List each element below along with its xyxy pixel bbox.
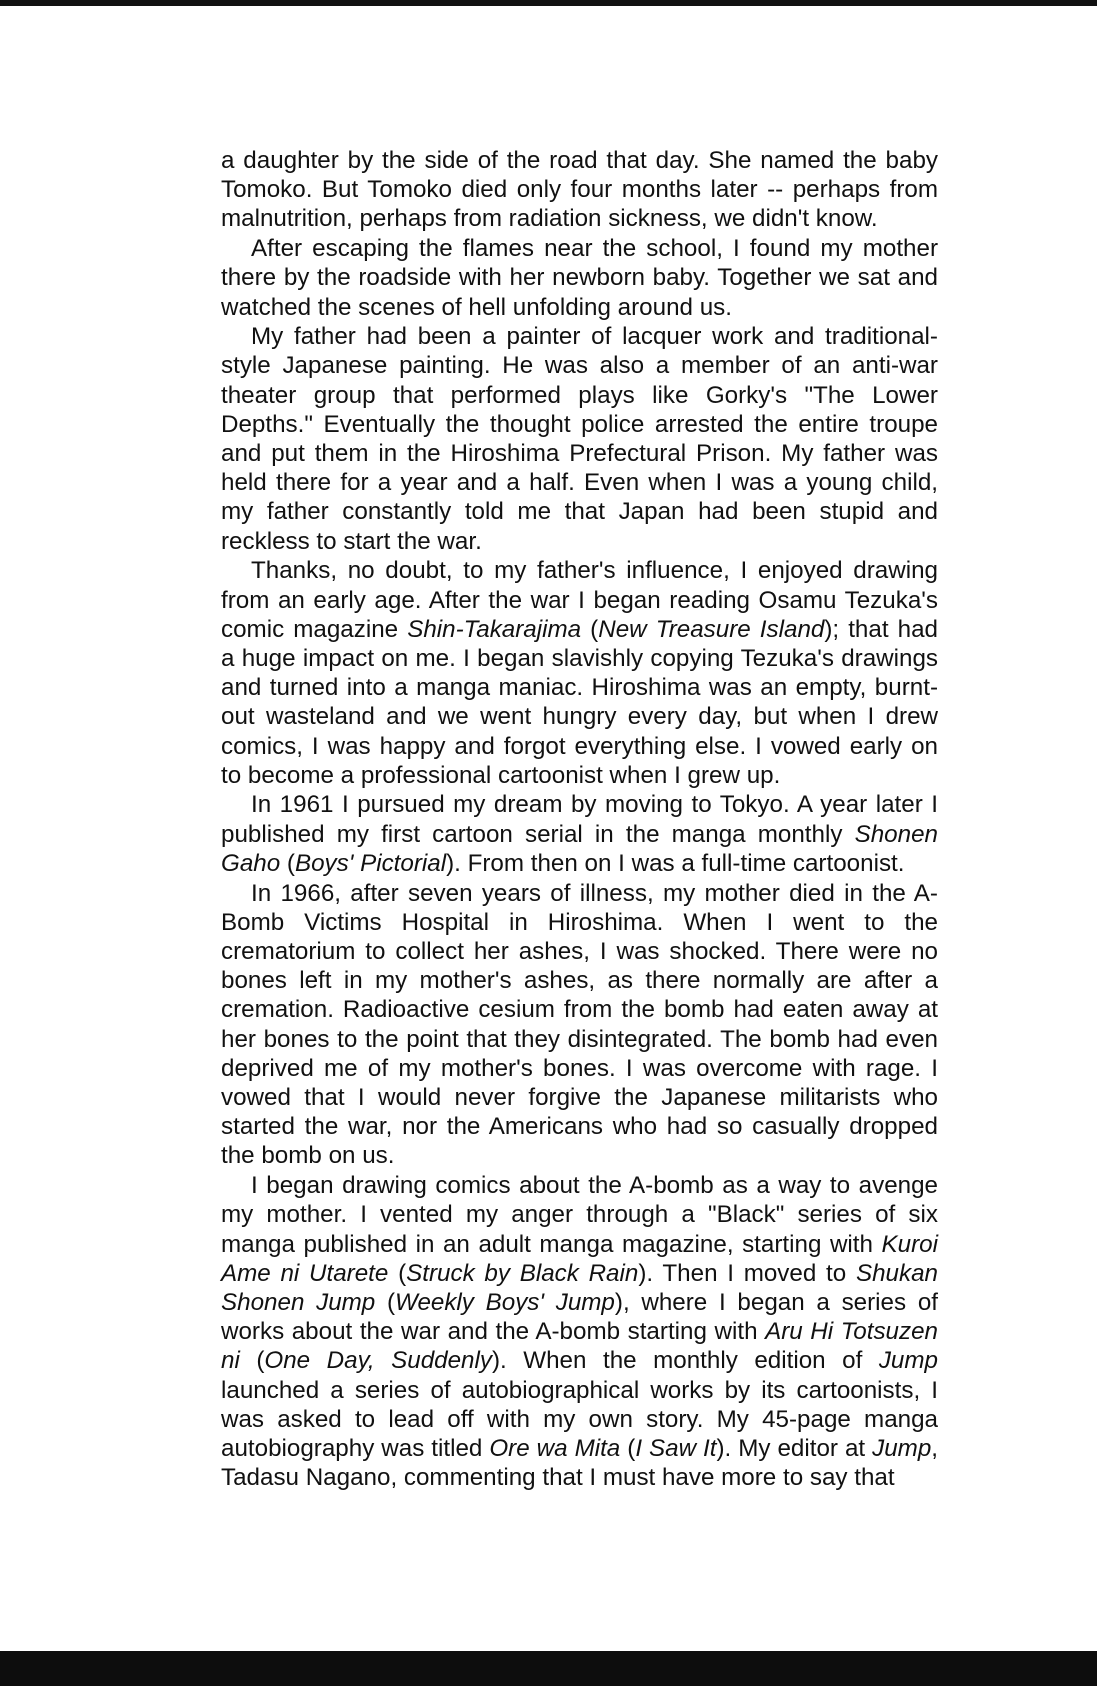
title-italic: Jump [872, 1434, 932, 1462]
title-italic: One Day, Suddenly [264, 1347, 492, 1375]
paragraph-7: I began drawing comics about the A-bomb as a way to avenge my mother. I vented my anger through a "Black" series of six manga published in an adult manga magazine, starting with Kuroi Ame ni Utarete (Struck by Black Rain). Then I moved to Shukan Shonen Jump (Weekly Boys' Jump), where I began a series of works about the war and the A-bomb starting with Aru Hi Totsuzen ni (One Day, Suddenly). When the monthly edition of Jump launched a series of autobiographical works by its cartoonists, I was asked to lead off with my own story. My 45-page manga autobiography was titled Ore wa Mita (I Saw It). My editor at Jump, Tadasu Nagano, commenting that I must have more to say that [221, 1172, 939, 1492]
title-italic: Struck by Black Rain [406, 1259, 639, 1287]
title-italic: Jump [878, 1347, 938, 1375]
paragraph-6: In 1966, after seven years of illness, my mother died in the A-Bomb Victims Hospital in Hiroshima. When I went to the crematorium to collect her ashes, I was shocked. There were no bones left in my mother's ashes, as there normally are after a cremation. Radioactive cesium from the bomb had eaten away at her bones to the point that they disintegrated. The bomb had even deprived me of my mother's bones. I was overcome with rage. I vowed that I would never forgive the Japanese militarists who started the war, nor the Americans who had so casually dropped the bomb on us. [221, 879, 938, 1170]
title-italic: Shin-Takarajima [407, 615, 582, 643]
title-italic: Shonen Gaho [221, 820, 938, 877]
title-italic: Boys' Pictorial [294, 849, 447, 877]
title-italic: I Saw It [635, 1434, 717, 1462]
top-page-rule [0, 0, 1097, 6]
bottom-page-bar [0, 1651, 1097, 1686]
title-italic: Shukan Shonen Jump [221, 1259, 938, 1316]
paragraph-2: After escaping the flames near the school, I found my mother there by the roadside with her newborn baby. Together we sat and watched the scenes of hell unfolding around us. [221, 235, 938, 321]
paragraph-5: In 1961 I pursued my dream by moving to Tokyo. A year later I published my first cartoon serial in the manga monthly Shonen Gaho (Boys' Pictorial). From then on I was a full-time cartoonist. [221, 791, 938, 877]
paragraph-4: Thanks, no doubt, to my father's influence, I enjoyed drawing from an early age. After the war I began reading Osamu Tezuka's comic magazine Shin-Takarajima (New Treasure Island); that had a huge impact on me. I began slavishly copying Tezuka's drawings and turned into a manga maniac. Hiroshima was an empty, burnt-out wasteland and we went hungry every day, but when I drew comics, I was happy and forgot everything else. I vowed early on to become a professional cartoonist when I grew up. [221, 557, 938, 789]
title-italic: Weekly Boys' Jump [395, 1288, 615, 1316]
body-text [221, 146, 938, 1493]
title-italic: Kuroi Ame ni Utarete [221, 1230, 938, 1287]
paragraph-1: a daughter by the side of the road that day. She named the baby Tomoko. But Tomoko died only four months later -- perhaps from malnutrition, perhaps from radiation sickness, we didn't know. [221, 147, 938, 233]
title-italic: Aru Hi Totsuzen ni [221, 1318, 938, 1375]
title-italic: New Treasure Island [598, 615, 825, 643]
paragraph-3: My father had been a painter of lacquer work and traditional-style Japanese painting. He was also a member of an anti-war theater group that performed plays like Gorky's "The Lower Depths." Eventually the thought police arrested the entire troupe and put them in the Hiroshima Prefectural Prison. My father was held there for a year and a half. Even when I was a young child, my father constantly told me that Japan had been stupid and reckless to start the war. [221, 323, 938, 555]
title-italic: Ore wa Mita [489, 1434, 621, 1462]
